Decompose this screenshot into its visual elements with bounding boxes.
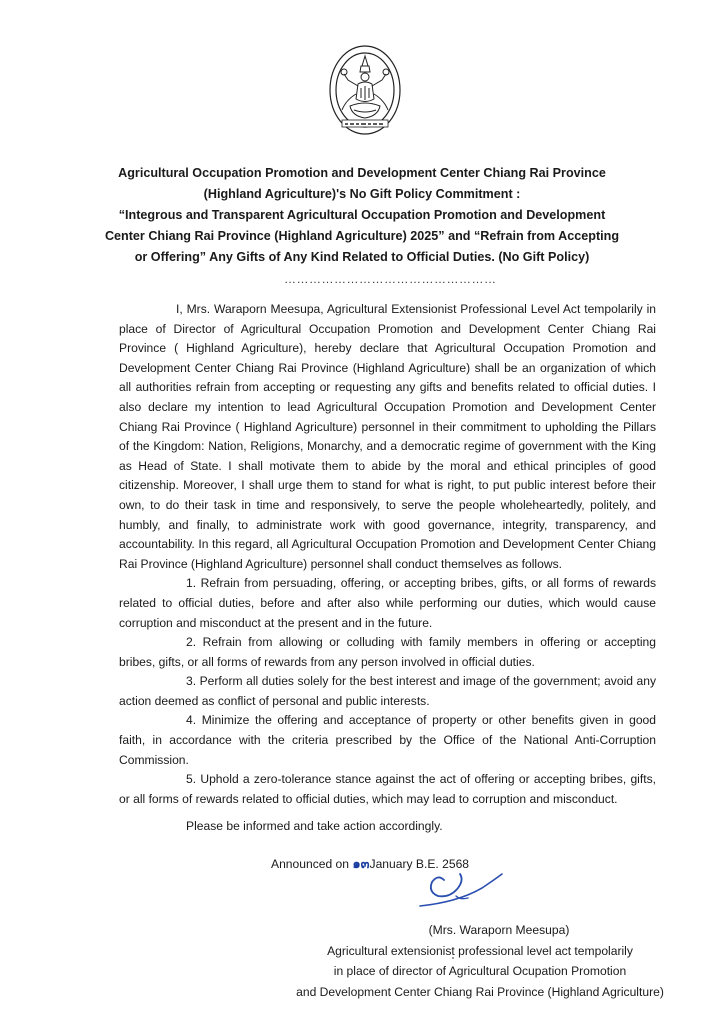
policy-item-4: 4. Minimize the offering and acceptance of property or other benefits given in good faith, in accordance with the criteria prescribed by the Office of the National Anti-Corruption Commission. (119, 713, 656, 767)
announcement-day-handwritten: ๑๓ (352, 856, 370, 871)
policy-item-5: 5. Uphold a zero-tolerance stance against the act of offering or accepting bribes, gifts, or all forms of rewards related to official duties, which may lead to corruption and misconduct. (119, 772, 656, 806)
policy-item-2: 2. Refrain from allowing or colluding with family members in offering or accepting bribes, gifts, or all forms of rewards from any person involved in official duties. (119, 635, 656, 669)
signatory-title-line-2: in place of director of Agricultural Ocupation Promotion (333, 964, 627, 978)
title-divider: …………………………………………… (284, 272, 497, 286)
policy-item-3: 3. Perform all duties solely for the best interest and image of the government; avoid any action deemed as conflict of personal and public interests. (119, 674, 656, 708)
handwritten-signature (398, 866, 516, 916)
closing-statement: Please be informed and take action accordingly. (186, 819, 443, 833)
document-body (119, 300, 656, 809)
title-line-2: (Highland Agriculture)'s No Gift Policy Commitment : (203, 187, 521, 201)
signatory-name: (Mrs. Waraporn Meesupa) (428, 923, 570, 937)
announcement-prefix: Announced on (271, 857, 353, 871)
signatory-block (260, 920, 700, 1002)
title-line-4: Center Chiang Rai Province (Highland Agriculture) 2025” and “Refrain from Accepting (104, 229, 620, 243)
title-line-3: “Integrous and Transparent Agricultural Occupation Promotion and Development (118, 208, 606, 222)
document-title (80, 163, 644, 268)
policy-item-1: 1. Refrain from persuading, offering, or accepting bribes, gifts, or all forms of rewards related to official duties, before and after also while performing our duties, which would cause corruption and misconduct at the present and in the future. (119, 576, 656, 630)
department-seal-emblem (328, 44, 402, 136)
title-line-1: Agricultural Occupation Promotion and Development Center Chiang Rai Province (118, 166, 606, 180)
title-line-5: or Offering” Any Gifts of Any Kind Related to Official Duties. (No Gift Policy) (134, 250, 590, 264)
intro-paragraph: I, Mrs. Waraporn Meesupa, Agricultural Extensionist Professional Level Act tempolarily in place of Director of Agricultural Occupation Promotion and Development Center Chiang Rai Province ( Highland Agriculture), hereby declare that Agricultural Occupation Promotion and Development Center Chiang Rai Province (Highland Agriculture) shall be an organization of which all authorities refrain from accepting or requesting any gifts and benefits related to official duties. I also declare my intention to lead Agricultural Occupation Promotion and Development Center Chiang Rai Province ( Highland Agriculture) personnel in their commitment to upholding the Pillars of the Kingdom: Nation, Religions, Monarchy, and a democratic regime of government with the King as Head of State. I shall motivate them to abide by the moral and ethical principles of good citizenship. Moreover, I shall urge them to stand for what is right, to put public interest before their own, to do their task in time and responsively, to serve the people wholeheartedly, politely, and humbly, and finally, to administrate work with good governance, integrity, transparency, and accountability. In this regard, all Agricultural Occupation Promotion and Development Center Chiang Rai Province (Highland Agriculture) personnel shall conduct themselves as follows. (119, 302, 656, 571)
announcement-suffix: January B.E. 2568 (369, 857, 470, 871)
signatory-title-line-3: and Development Center Chiang Rai Province (Highland Agriculture) (296, 984, 664, 999)
signatory-title-line-1: Agricultural extensionist professional level act tempolarily (327, 943, 633, 958)
scan-speck (452, 957, 454, 959)
